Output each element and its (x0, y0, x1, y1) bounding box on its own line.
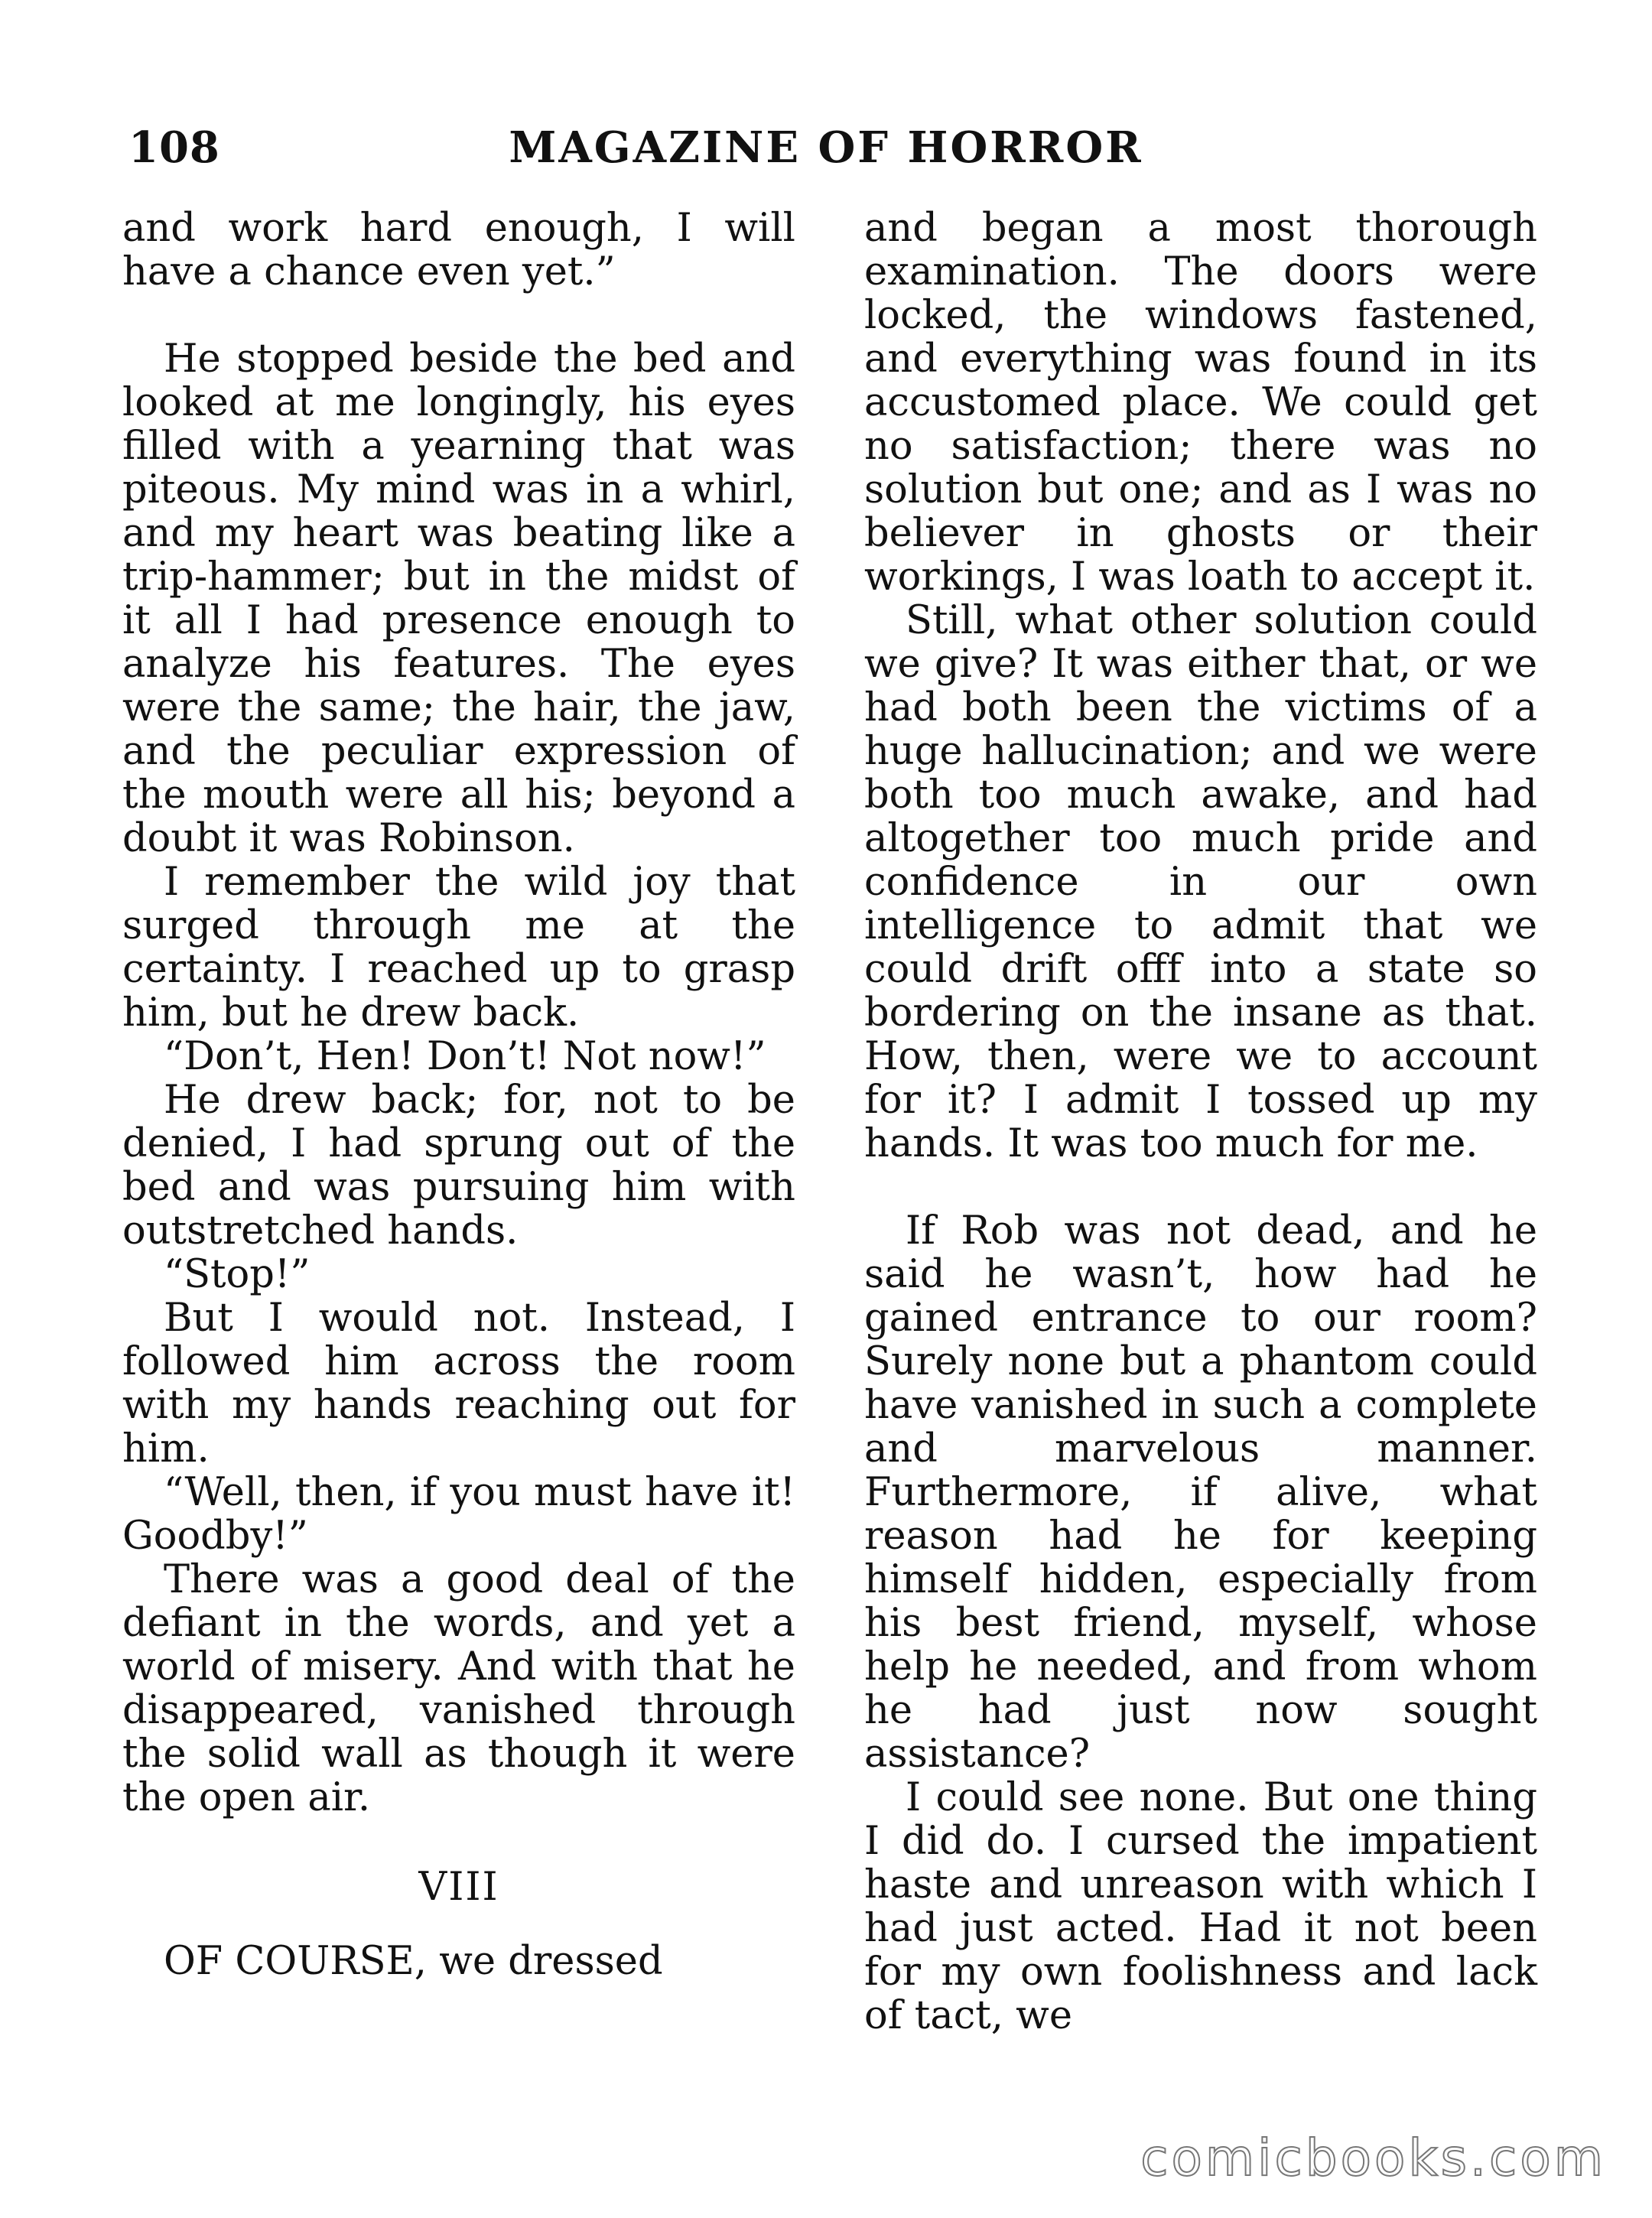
paragraph: But I would not. Instead, I followed him across the room with my hands reaching out for him. (122, 1296, 795, 1472)
paragraph: and work hard enough, I will have a chance even yet.” (122, 206, 795, 294)
paragraph: He drew back; for, not to be denied, I had sprung out of the bed and was pursuing him with outstretched hands. (122, 1078, 795, 1254)
running-title: MAGAZINE OF HORROR (509, 122, 1143, 173)
chapter-opening: OF COURSE, we dressed (164, 1939, 663, 1984)
paragraph: If Rob was not dead, and he said he wasn’t, how had he gained entrance to our room? Surely none but a phantom could have vanished in such a complete and marvelous manner. Furthermore, if alive, what reason had he for keeping himself hidden, especially from his best friend, myself, whose help he needed, and from whom he had just now sought assistance? (864, 1208, 1537, 1777)
right-column (864, 207, 1537, 2038)
paragraph: I could see none. But one thing I did do. I cursed the impatient haste and unreason with which I had just acted. Had it not been for my own foolishness and lack of tact, we (864, 1775, 1537, 2038)
page-number: 108 (128, 122, 220, 173)
paragraph: “Don’t, Hen! Don’t! Not now!” (164, 1034, 766, 1079)
left-column (122, 207, 795, 1983)
page-header (128, 122, 1524, 191)
chapter-heading: VIII (418, 1865, 499, 1910)
paragraph: Still, what other solution could we give? It was either that, or we had both been the victims of a huge hallucination; and we were both too much awake, and had altogether too much pride and confidence in our own intelligence to admit that we could drift offf into a state so bordering on the insane as that. How, then, were we to account for it? I admit I tossed up my hands. It was too much for me. (864, 598, 1537, 1166)
paragraph: He stopped beside the bed and looked at me longingly, his eyes filled with a yearning that was piteous. My mind was in a whirl, and my heart was beating like a trip-hammer; but in the midst of it all I had presence enough to analyze his features. The eyes were the same; the hair, the jaw, and the peculiar expression of the mouth were all his; beyond a doubt it was Robinson. (122, 337, 795, 861)
paragraph: and began a most thorough examination. The doors were locked, the windows fastened, and everything was found in its accustomed place. We could get no satisfaction; there was no solution but one; and as I was no believer in ghosts or their workings, I was loath to accept it. (864, 206, 1537, 600)
paragraph: There was a good deal of the defiant in the words, and yet a world of misery. And with that he disappeared, vanished through the solid wall as though it were the open air. (122, 1557, 795, 1820)
watermark: comicbooks.com (1140, 2129, 1606, 2187)
paragraph: “Well, then, if you must have it! Goodby!” (122, 1470, 795, 1559)
paragraph: “Stop!” (164, 1252, 311, 1297)
paragraph: I remember the wild joy that surged through me at the certainty. I reached up to grasp him, but he drew back. (122, 860, 795, 1036)
